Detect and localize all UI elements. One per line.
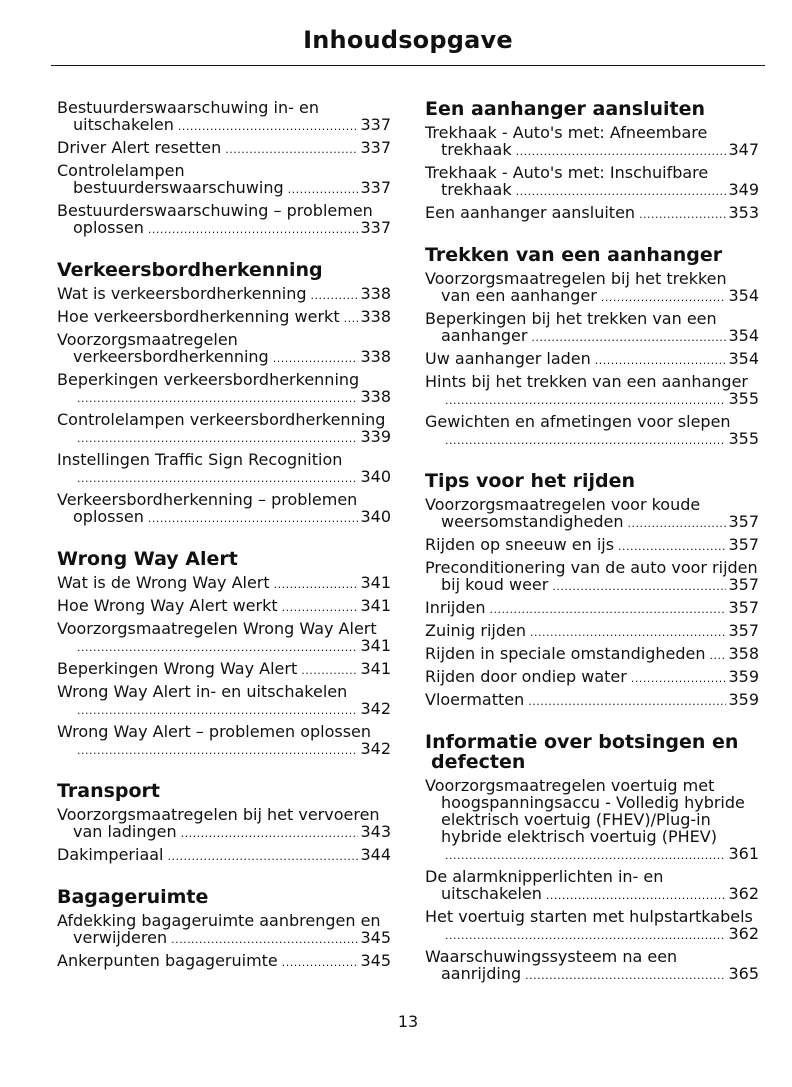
toc-section	[425, 732, 759, 984]
toc-page-number: 357	[728, 535, 759, 554]
toc-entry-text: Hoe verkeersbordherkenning werkt	[57, 307, 340, 326]
toc-entry-last-line	[57, 139, 391, 158]
toc-entry[interactable]	[57, 574, 391, 593]
dot-leader	[77, 430, 358, 447]
toc-page-number: 340	[360, 507, 391, 526]
toc-entry[interactable]	[57, 620, 391, 656]
toc-entry-text: Uw aanhanger laden	[425, 349, 591, 368]
toc-section	[425, 245, 759, 449]
toc-page-number: 347	[728, 140, 759, 159]
section-heading	[57, 781, 391, 801]
toc-entry-last-line	[425, 204, 759, 223]
dot-leader	[639, 206, 726, 223]
toc-entry-last-line	[57, 597, 391, 616]
toc-page-number: 345	[360, 928, 391, 947]
toc-entry[interactable]	[57, 723, 391, 759]
toc-entry-text: De alarmknipperlichten in- en	[425, 867, 664, 886]
toc-entry[interactable]	[425, 908, 759, 944]
toc-page-number: 345	[360, 951, 391, 970]
section-heading	[57, 260, 391, 280]
toc-entry-text: Verkeersbordherkenning – problemen	[57, 490, 358, 509]
dot-leader	[552, 578, 726, 595]
toc-entry-last-line	[57, 637, 391, 656]
dot-leader	[631, 670, 727, 687]
toc-entry[interactable]	[425, 622, 759, 641]
toc-section	[57, 549, 391, 759]
toc-page-number: 357	[728, 598, 759, 617]
toc-entry[interactable]	[57, 491, 391, 527]
toc-entry-last-line	[425, 390, 759, 409]
toc-entry[interactable]	[425, 496, 759, 532]
toc-page-number: 339	[360, 427, 391, 446]
toc-entry-last-line	[425, 885, 759, 904]
toc-page-number: 341	[360, 636, 391, 655]
toc-page-number: 355	[728, 429, 759, 448]
toc-entry[interactable]	[57, 912, 391, 948]
toc-entry-text: Voorzorgsmaatregelen	[57, 330, 238, 349]
toc-entry[interactable]	[57, 597, 391, 616]
toc-entry-last-line	[425, 327, 759, 346]
toc-entry-text: bestuurderswaarschuwing	[73, 178, 284, 197]
toc-page-number: 357	[728, 621, 759, 640]
toc-entry-text: oplossen	[73, 218, 144, 237]
toc-entry-text: Rijden op sneeuw en ijs	[425, 535, 615, 554]
dot-leader	[171, 931, 358, 948]
toc-entry-text: Voorzorgsmaatregelen voertuig met	[425, 776, 715, 795]
toc-entry-text: uitschakelen	[441, 884, 542, 903]
dot-leader	[445, 847, 726, 864]
toc-entry-text: Bestuurderswaarschuwing – problemen	[57, 201, 373, 220]
toc-page-number: 337	[360, 218, 391, 237]
section-heading	[425, 732, 759, 772]
dot-leader	[516, 183, 727, 200]
toc-entry[interactable]	[425, 868, 759, 904]
dot-leader	[274, 576, 359, 593]
toc-entry-last-line	[425, 430, 759, 449]
toc-page-number: 362	[728, 924, 759, 943]
toc-entry[interactable]	[57, 308, 391, 327]
toc-page-number: 343	[360, 822, 391, 841]
toc-entry[interactable]	[425, 310, 759, 346]
toc-entry-text: Hints bij het trekken van een aanhanger	[425, 372, 748, 391]
dot-leader	[445, 432, 726, 449]
dot-leader	[148, 510, 359, 527]
toc-section	[57, 99, 391, 238]
toc-page-number: 342	[360, 739, 391, 758]
section-heading-line: Wrong Way Alert	[57, 548, 238, 570]
section-heading	[425, 99, 759, 119]
toc-entry-last-line	[425, 576, 759, 595]
dot-leader	[618, 538, 726, 555]
toc-entry-text: Rijden door ondiep water	[425, 667, 627, 686]
toc-entry-text: Waarschuwingssysteem na een	[425, 947, 678, 966]
toc-entry-last-line	[57, 929, 391, 948]
toc-entry-text: van ladingen	[73, 822, 177, 841]
toc-entry-last-line	[425, 965, 759, 984]
toc-entry-text: Een aanhanger aansluiten	[425, 203, 636, 222]
toc-entry-text: trekhaak	[441, 140, 512, 159]
toc-entry[interactable]	[425, 373, 759, 409]
toc-entry-text: Beperkingen bij het trekken van een	[425, 309, 717, 328]
toc-entry[interactable]	[425, 645, 759, 664]
toc-entry-text: Het voertuig starten met hulpstartkabels	[425, 907, 753, 926]
toc-entry-text: oplossen	[73, 507, 144, 526]
toc-entry-text: Voorzorgsmaatregelen bij het trekken	[425, 269, 727, 288]
toc-page-number: 342	[360, 699, 391, 718]
section-heading-line: defecten	[431, 751, 526, 773]
toc-entry-text: uitschakelen	[73, 115, 174, 134]
toc-entry-last-line	[57, 574, 391, 593]
toc-page-number: 341	[360, 573, 391, 592]
section-heading	[57, 887, 391, 907]
toc-entry[interactable]	[425, 559, 759, 595]
dot-leader	[445, 392, 726, 409]
toc-entry-last-line	[57, 823, 391, 842]
toc-entry-text: Trekhaak - Auto's met: Inschuifbare	[425, 163, 709, 182]
toc-entry-text: Voorzorgsmaatregelen Wrong Way Alert	[57, 619, 377, 638]
toc-entry-text: Gewichten en afmetingen voor slepen	[425, 412, 731, 431]
toc-entry-last-line	[425, 645, 759, 664]
toc-entry[interactable]	[425, 204, 759, 223]
toc-entry-text: verwijderen	[73, 928, 168, 947]
toc-entry-last-line	[425, 287, 759, 306]
toc-entry[interactable]	[425, 948, 759, 984]
toc-entry[interactable]	[425, 777, 759, 864]
toc-entry-text: Rijden in speciale omstandigheden	[425, 644, 706, 663]
toc-entry[interactable]	[57, 139, 391, 158]
toc-entry-text: Voorzorgsmaatregelen voor koude	[425, 495, 701, 514]
toc-entry-text: verkeersbordherkenning	[73, 347, 269, 366]
toc-entry-text: weersomstandigheden	[441, 512, 624, 531]
section-heading-line: Trekken van een aanhanger	[425, 244, 723, 266]
toc-entry-last-line	[57, 508, 391, 527]
toc-page-number: 362	[728, 884, 759, 903]
dot-leader	[168, 848, 359, 865]
dot-leader	[225, 141, 358, 158]
toc-entry-last-line	[425, 845, 759, 864]
toc-section	[57, 887, 391, 971]
toc-page-number: 338	[360, 284, 391, 303]
toc-entry-last-line	[425, 925, 759, 944]
toc-entry-last-line	[57, 219, 391, 238]
toc-right-column	[425, 99, 759, 1006]
dot-leader	[628, 515, 727, 532]
title-divider	[51, 65, 765, 66]
toc-entry-last-line	[425, 181, 759, 200]
toc-entry-text: Bestuurderswaarschuwing in- en	[57, 98, 319, 117]
dot-leader	[77, 702, 358, 719]
toc-entry-text: Wrong Way Alert – problemen oplossen	[57, 722, 372, 741]
toc-entry[interactable]	[57, 411, 391, 447]
toc-page-number: 361	[728, 844, 759, 863]
toc-page-number: 349	[728, 180, 759, 199]
toc-entry-text: Controlelampen verkeersbordherkenning	[57, 410, 386, 429]
toc-entry-text: hoogspanningsaccu - Volledig hybride	[441, 793, 745, 812]
dot-leader	[77, 470, 358, 487]
toc-entry-text: Controlelampen	[57, 161, 185, 180]
toc-entry-text: Hoe Wrong Way Alert werkt	[57, 596, 278, 615]
toc-entry[interactable]	[57, 952, 391, 971]
toc-entry-text: aanhanger	[441, 326, 528, 345]
page-number: 13	[397, 1012, 419, 1031]
toc-entry[interactable]	[57, 451, 391, 487]
toc-entry[interactable]	[425, 668, 759, 687]
toc-page-number: 340	[360, 467, 391, 486]
toc-entry-last-line	[425, 599, 759, 618]
page-title: Inhoudsopgave	[303, 26, 513, 54]
toc-entry-text: Driver Alert resetten	[57, 138, 222, 157]
dot-leader	[709, 647, 726, 664]
toc-entry[interactable]	[57, 683, 391, 719]
dot-leader	[525, 967, 726, 984]
toc-entry-last-line	[425, 141, 759, 160]
dot-leader	[311, 287, 359, 304]
toc-entry-last-line	[57, 468, 391, 487]
toc-entry-last-line	[425, 513, 759, 532]
toc-entry[interactable]	[57, 806, 391, 842]
toc-entry-text: Inrijden	[425, 598, 486, 617]
toc-entry-text: Afdekking bagageruimte aanbrengen en	[57, 911, 381, 930]
toc-entry[interactable]	[57, 331, 391, 367]
toc-page-number: 337	[360, 115, 391, 134]
toc-entry-text: Trekhaak - Auto's met: Afneembare	[425, 123, 708, 142]
dot-leader	[516, 143, 727, 160]
toc-page-number: 357	[728, 512, 759, 531]
toc-entry-last-line	[57, 116, 391, 135]
toc-entry[interactable]	[425, 350, 759, 369]
toc-entry-text: van een aanhanger	[441, 286, 597, 305]
dot-leader	[344, 310, 359, 327]
toc-page-number: 354	[728, 349, 759, 368]
toc-entry-text: Beperkingen verkeersbordherkenning	[57, 370, 360, 389]
toc-entry-last-line	[425, 668, 759, 687]
section-heading-line: Tips voor het rijden	[425, 470, 635, 492]
dot-leader	[546, 887, 727, 904]
toc-entry[interactable]	[57, 202, 391, 238]
toc-section	[57, 260, 391, 527]
toc-entry-last-line	[57, 952, 391, 971]
dot-leader	[178, 118, 359, 135]
toc-section	[425, 471, 759, 710]
toc-entry-last-line	[57, 179, 391, 198]
dot-leader	[77, 639, 358, 656]
section-heading-line: Verkeersbordherkenning	[57, 259, 323, 281]
dot-leader	[148, 221, 359, 238]
toc-entry[interactable]	[57, 99, 391, 135]
toc-left-column	[57, 99, 391, 993]
toc-page-number: 341	[360, 659, 391, 678]
dot-leader	[528, 693, 726, 710]
toc-entry[interactable]	[425, 536, 759, 555]
toc-entry[interactable]	[57, 846, 391, 865]
toc-page-number: 365	[728, 964, 759, 983]
toc-entry-text: Vloermatten	[425, 690, 525, 709]
section-heading-line: Transport	[57, 780, 161, 802]
dot-leader	[531, 329, 726, 346]
toc-entry-last-line	[57, 388, 391, 407]
toc-entry-text: hybride elektrisch voertuig (PHEV)	[441, 827, 717, 846]
toc-entry-last-line	[57, 740, 391, 759]
toc-page-number: 344	[360, 845, 391, 864]
dot-leader	[77, 390, 358, 407]
toc-entry[interactable]	[57, 285, 391, 304]
dot-leader	[282, 599, 359, 616]
toc-page-number: 341	[360, 596, 391, 615]
toc-page-number: 353	[728, 203, 759, 222]
dot-leader	[489, 601, 726, 618]
toc-section	[57, 781, 391, 865]
toc-page-number: 338	[360, 347, 391, 366]
toc-entry-text: elektrisch voertuig (FHEV)/Plug-in	[441, 810, 711, 829]
toc-entry-last-line	[57, 700, 391, 719]
toc-entry-last-line	[425, 350, 759, 369]
toc-entry-last-line	[425, 691, 759, 710]
section-heading-line: Een aanhanger aansluiten	[425, 98, 706, 120]
toc-entry-text: bij koud weer	[441, 575, 549, 594]
toc-entry-text: Beperkingen Wrong Way Alert	[57, 659, 298, 678]
dot-leader	[181, 825, 359, 842]
toc-entry-last-line	[425, 622, 759, 641]
toc-page-number: 359	[728, 690, 759, 709]
section-heading	[425, 245, 759, 265]
toc-entry-text: Wat is de Wrong Way Alert	[57, 573, 270, 592]
toc-entry-last-line	[425, 536, 759, 555]
toc-entry-text: aanrijding	[441, 964, 522, 983]
dot-leader	[282, 954, 359, 971]
dot-leader	[273, 350, 359, 367]
toc-entry[interactable]	[57, 162, 391, 198]
toc-entry[interactable]	[425, 164, 759, 200]
toc-entry-last-line	[57, 660, 391, 679]
toc-entry-last-line	[57, 308, 391, 327]
toc-page-number: 357	[728, 575, 759, 594]
toc-entry-text: Wrong Way Alert in- en uitschakelen	[57, 682, 348, 701]
toc-entry-text: Preconditionering van de auto voor rijden	[425, 558, 758, 577]
toc-page-number: 338	[360, 387, 391, 406]
section-heading-line: Informatie over botsingen en	[425, 731, 739, 753]
toc-section	[425, 99, 759, 223]
toc-page-number: 359	[728, 667, 759, 686]
toc-entry-text: Instellingen Traffic Sign Recognition	[57, 450, 343, 469]
toc-entry-text: Wat is verkeersbordherkenning	[57, 284, 307, 303]
toc-entry[interactable]	[425, 413, 759, 449]
toc-entry[interactable]	[425, 124, 759, 160]
toc-entry-last-line	[57, 285, 391, 304]
toc-page-number: 354	[728, 326, 759, 345]
toc-entry-text: Voorzorgsmaatregelen bij het vervoeren	[57, 805, 380, 824]
toc-entry[interactable]	[425, 599, 759, 618]
dot-leader	[530, 624, 726, 641]
toc-page-number: 354	[728, 286, 759, 305]
toc-entry-text: Zuinig rijden	[425, 621, 526, 640]
dot-leader	[288, 181, 359, 198]
toc-entry-text: trekhaak	[441, 180, 512, 199]
section-heading-line: Bagageruimte	[57, 886, 209, 908]
toc-entry-text: Dakimperiaal	[57, 845, 164, 864]
toc-entry-last-line	[57, 846, 391, 865]
dot-leader	[77, 742, 358, 759]
section-heading	[425, 471, 759, 491]
section-heading	[57, 549, 391, 569]
dot-leader	[301, 662, 358, 679]
dot-leader	[445, 927, 726, 944]
toc-page-number: 358	[728, 644, 759, 663]
toc-page-number: 355	[728, 389, 759, 408]
toc-page-number: 337	[360, 138, 391, 157]
toc-entry[interactable]	[425, 270, 759, 306]
toc-page-number: 337	[360, 178, 391, 197]
toc-entry-last-line	[57, 348, 391, 367]
toc-entry[interactable]	[57, 660, 391, 679]
dot-leader	[601, 289, 727, 306]
toc-entry[interactable]	[425, 691, 759, 710]
toc-entry-text: Ankerpunten bagageruimte	[57, 951, 278, 970]
toc-entry-last-line	[57, 428, 391, 447]
toc-entry[interactable]	[57, 371, 391, 407]
dot-leader	[595, 352, 727, 369]
toc-page-number: 338	[360, 307, 391, 326]
